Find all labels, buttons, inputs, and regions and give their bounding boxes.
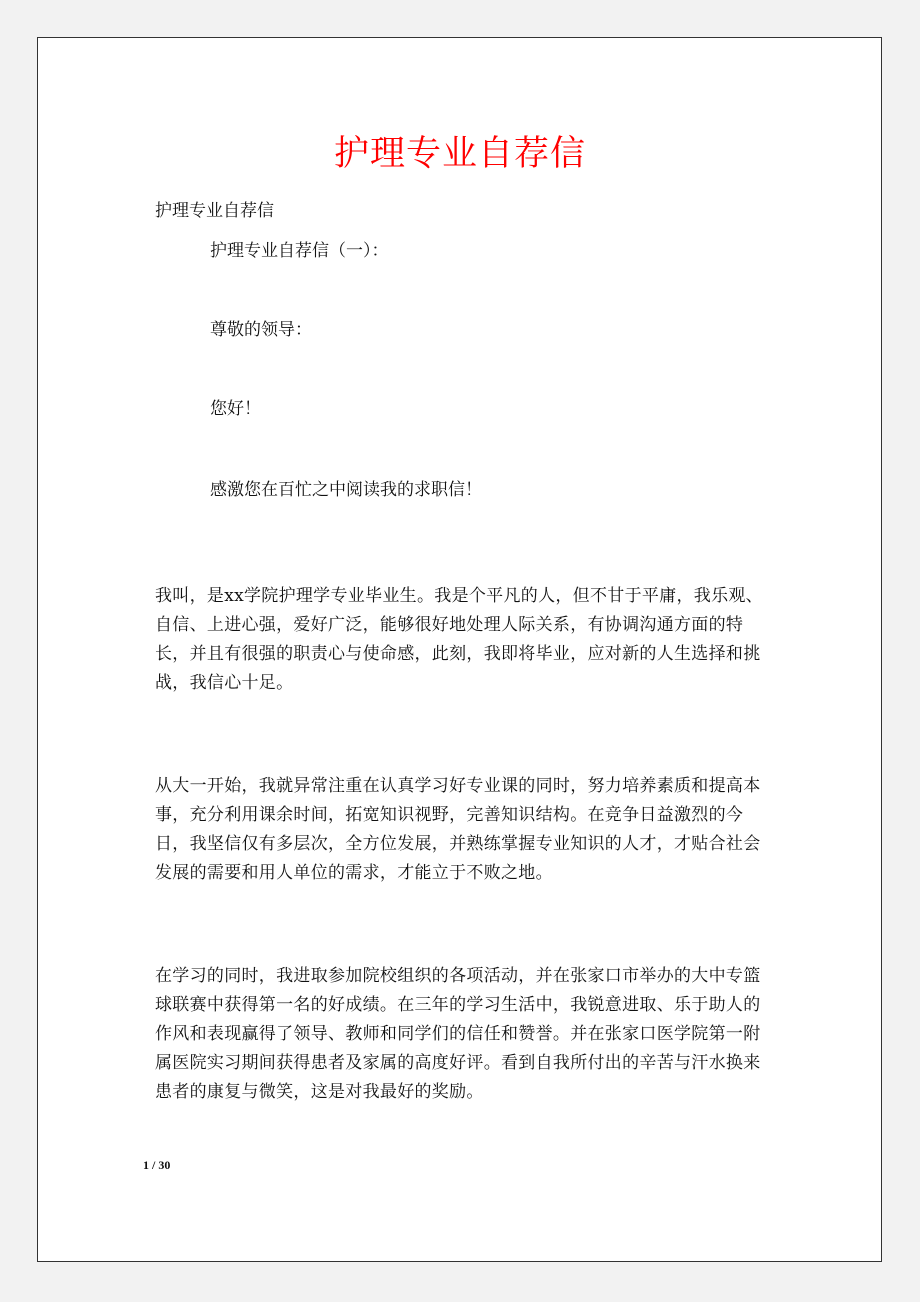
paragraph-introduction: 我叫，是xx学院护理学专业毕业生。我是个平凡的人，但不甘于平庸，我乐观、自信、上进心强，爱好广泛，能够很好地处理人际关系，有协调沟通方面的特长，并且有很强的职责心与使命感，此刻，我即将毕业，应对新的人生选择和挑战，我信心十足。 <box>155 586 763 693</box>
greeting: 您好！ <box>210 399 261 419</box>
section-heading: 护理专业自荐信（一）： <box>210 241 389 261</box>
salutation: 尊敬的领导： <box>210 320 312 340</box>
document-subtitle: 护理专业自荐信 <box>155 201 274 221</box>
paragraph-activities: 在学习的同时，我进取参加院校组织的各项活动，并在张家口市举办的大中专篮球联赛中获得第一名的好成绩。在三年的学习生活中，我锐意进取、乐于助人的作风和表现赢得了领导、教师和同学们的信任和赞誉。并在张家口医学院第一附属医院实习期间获得患者及家属的高度好评。看到自我所付出的辛苦与汗水换来患者的康复与微笑，这是对我最好的奖励。 <box>155 966 761 1102</box>
thanks-line: 感激您在百忙之中阅读我的求职信！ <box>210 480 482 500</box>
paragraph-study: 从大一开始，我就异常注重在认真学习好专业课的同时，努力培养素质和提高本事，充分利用课余时间，拓宽知识视野，完善知识结构。在竞争日益激烈的今日，我坚信仅有多层次，全方位发展，并熟练掌握专业知识的人才，才贴合社会发展的需要和用人单位的需求，才能立于不败之地。 <box>155 776 761 883</box>
page-number: 1 / 30 <box>143 1158 171 1172</box>
document-title: 护理专业自荐信 <box>333 134 586 174</box>
